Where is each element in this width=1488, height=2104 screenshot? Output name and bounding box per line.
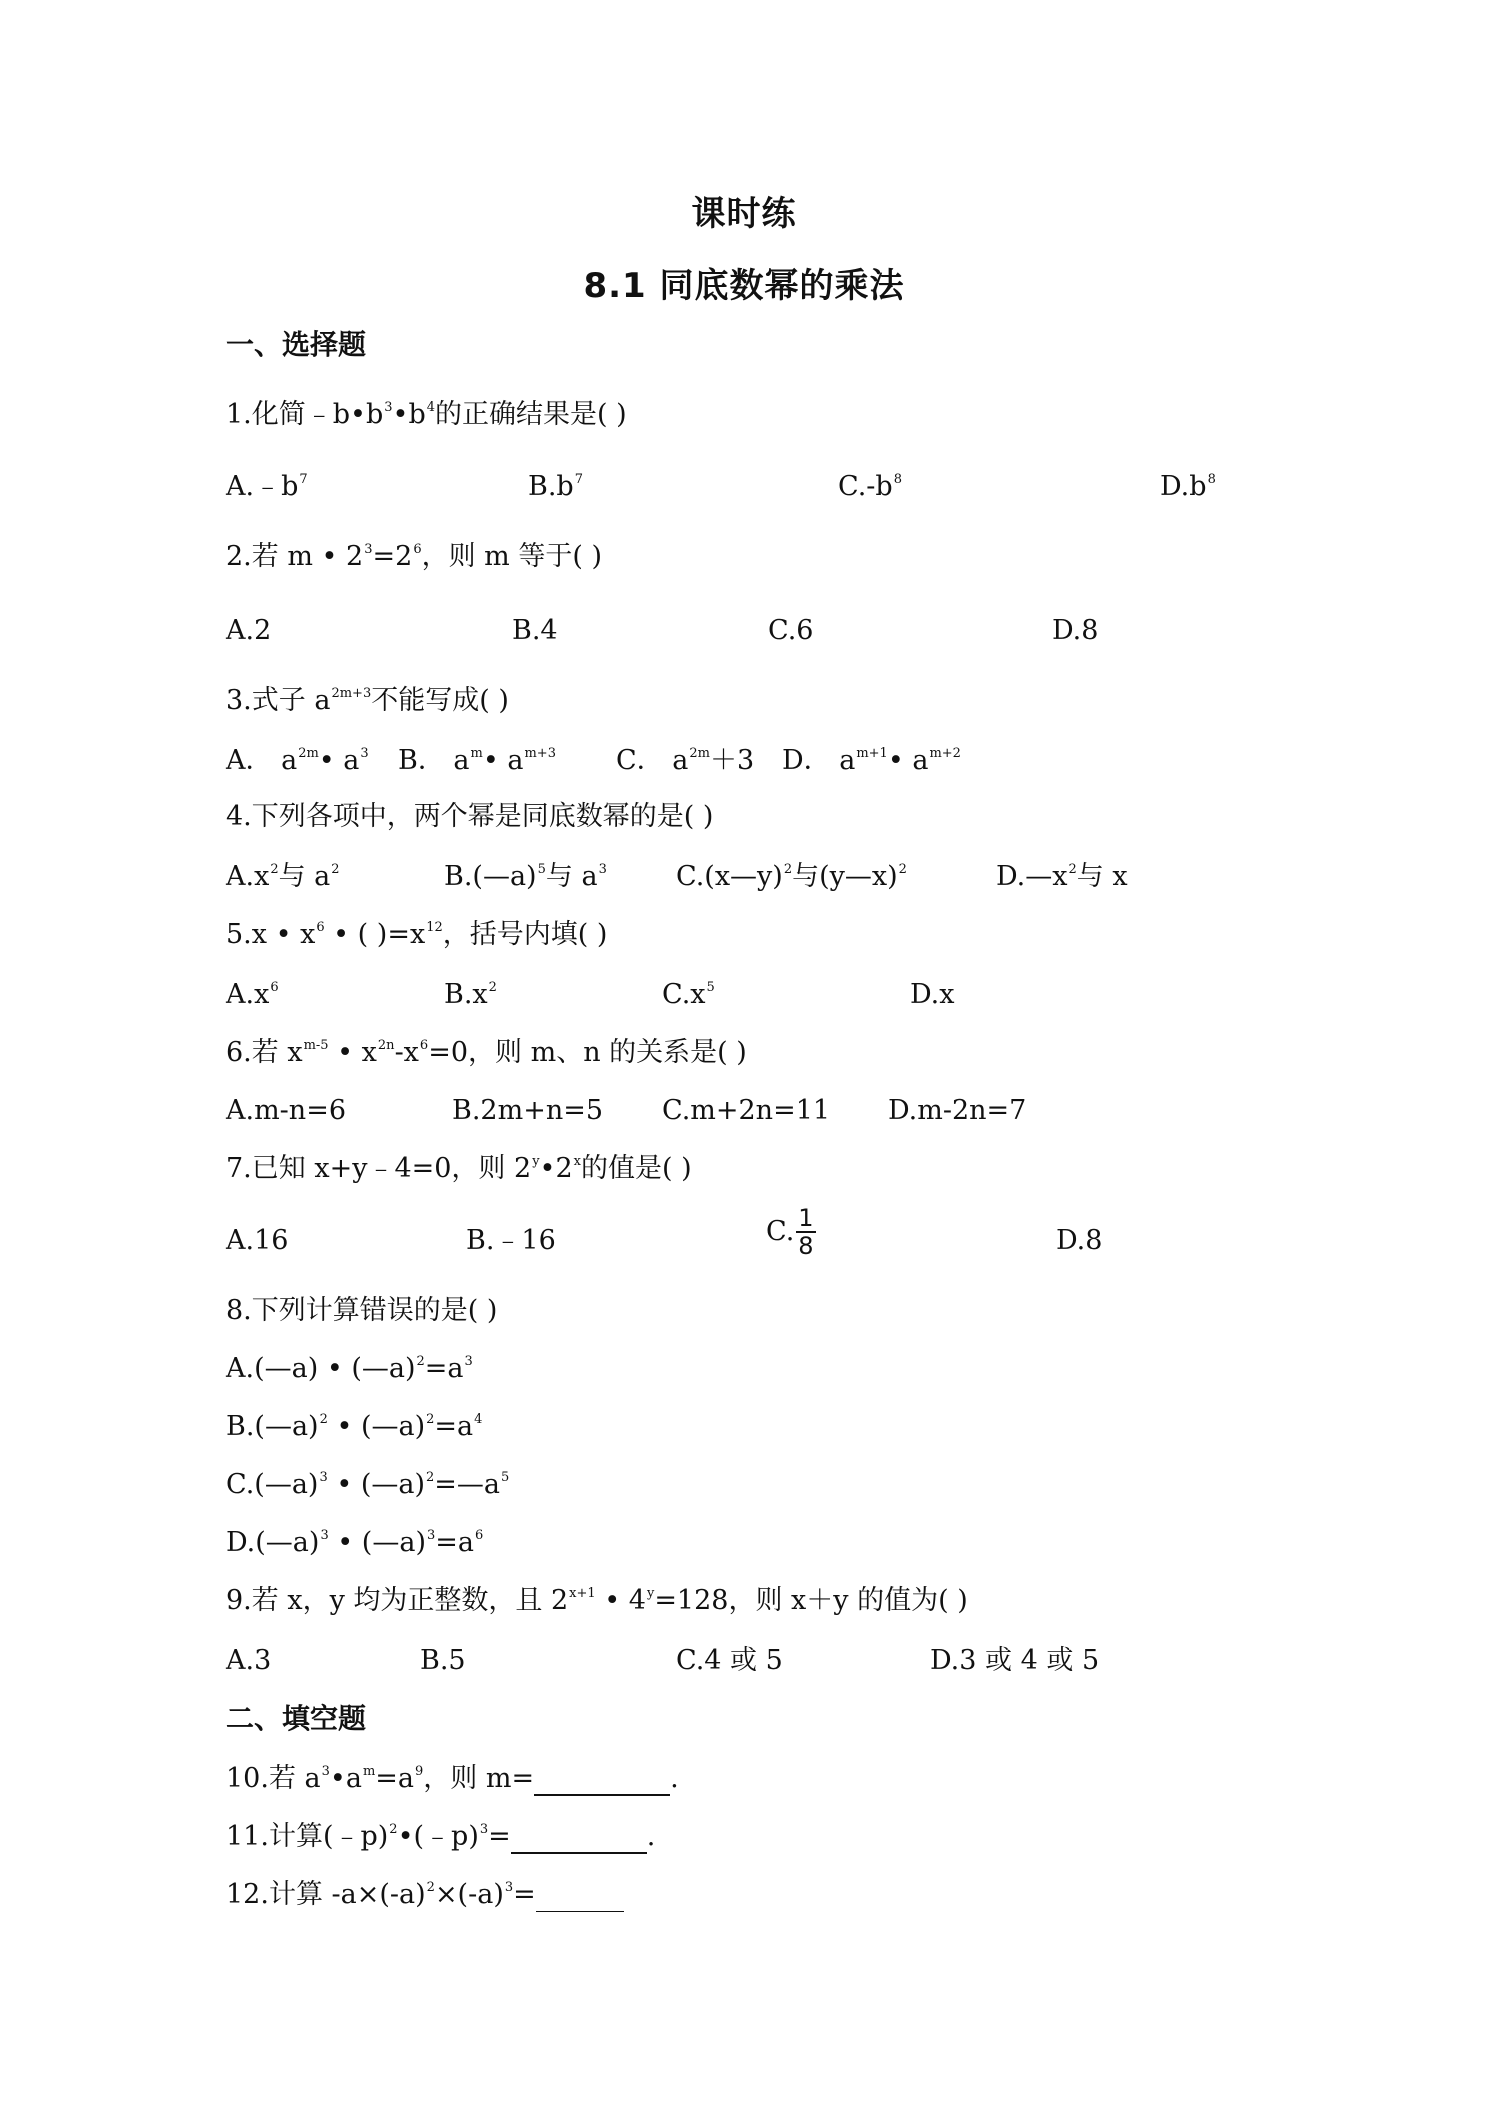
q5-option-c: $C.x^5$ <box>662 979 715 1010</box>
q3-option-d: D． $a^{m+1}•$ $a^{m+2}$ <box>782 745 961 776</box>
q7-option-c: C. $\frac{1}{8}$ <box>766 1204 814 1260</box>
q7-option-d: D.8 <box>1056 1225 1103 1256</box>
q9-option-c: C.4 或 5 <box>676 1645 783 1676</box>
q9-option-d: D.3 或 4 或 5 <box>930 1645 1100 1676</box>
q1-option-a: $A.﹣b^7$ <box>226 471 308 502</box>
q9-option-b: B.5 <box>420 1645 466 1676</box>
section-heading-fill: 二、填空题 <box>226 1702 367 1735</box>
q6-option-d: D.m-2n=7 <box>888 1095 1027 1126</box>
q4-option-d: $D.—x^2$与 x <box>996 861 1128 892</box>
question-3: 3.式子 $a^{2m+3}$不能写成( ) <box>226 685 509 716</box>
q9-option-a: A.3 <box>226 1645 272 1676</box>
q1-option-c: $C.-b^8$ <box>838 471 902 502</box>
q11-answer-blank[interactable] <box>511 1826 647 1854</box>
question-5: 5.x • $x^6$ • ( )$=x^{12}$，括号内填( ) <box>226 919 608 950</box>
q8-option-b: B.(—a)$^2$ • $(—a)^2=a^4$ <box>226 1411 483 1442</box>
q5-option-a: $A.x^6$ <box>226 979 279 1010</box>
q6-option-b: B.2m+n=5 <box>452 1095 604 1126</box>
q6-option-c: C.m+2n=11 <box>662 1095 831 1126</box>
q10-answer-blank[interactable] <box>534 1768 670 1796</box>
question-11: 11.计算(﹣p)$^2$•(﹣p)$^3$= . <box>226 1821 656 1852</box>
q8-option-a: A.(—a) • $(—a)^2=a^3$ <box>226 1353 473 1384</box>
page-subtitle: 8.1 同底数幂的乘法 <box>583 266 905 306</box>
question-6: 6.若 $x^{m-5}$ • $x^{2n}-x^6=0$，则 m、n 的关系是( ) <box>226 1037 747 1068</box>
q7-option-c-fraction: $\frac{1}{8}$ <box>798 1204 814 1260</box>
question-2: 2.若 m • $2^3=2^6$，则 m 等于( ) <box>226 541 603 572</box>
question-1: 1.化简$﹣b•b^3•b^4$的正确结果是( ) <box>226 399 627 430</box>
question-10: 10.若 $a^3•a^m=a^9$，则 m= . <box>226 1763 679 1794</box>
q4-option-c: C.(x—y)$^2$与(y—x)$^2$ <box>676 861 907 892</box>
q7-option-b: B.﹣16 <box>466 1225 556 1256</box>
q6-option-a: A.m-n=6 <box>226 1095 346 1126</box>
q2-option-d: D.8 <box>1052 615 1099 646</box>
q2-option-b: B.4 <box>512 615 558 646</box>
q12-answer-blank[interactable] <box>536 1885 624 1912</box>
q7-option-a: A.16 <box>226 1225 289 1256</box>
question-4: 4.下列各项中，两个幂是同底数幂的是( ) <box>226 801 714 832</box>
question-12: 12.计算 $-a\times(-a)^2\times(-a)^3=$ <box>226 1878 624 1912</box>
q1-option-d: $D.b^8$ <box>1160 471 1216 502</box>
section-heading-choice: 一、选择题 <box>226 328 367 361</box>
q5-option-b: $B.x^2$ <box>444 979 497 1010</box>
q8-option-d: D.(—a)$^3$ • $(—a)^3=a^6$ <box>226 1527 484 1558</box>
question-7: 7.已知 x+y﹣4=0，则 2$^y$•2$^x$的值是( ) <box>226 1153 692 1184</box>
q4-option-a: $A.x^2$与 $a^2$ <box>226 861 340 892</box>
q3-option-a: A． $a^{2m}•$ $a^3$ <box>226 745 369 776</box>
q2-option-a: A.2 <box>226 615 272 646</box>
q1-option-b: $B.b^7$ <box>528 471 583 502</box>
q3-option-c: C． $a^{2m}+3$ <box>616 745 755 776</box>
q3-option-b: B． $a^m•$ $a^{m+3}$ <box>398 745 556 776</box>
page-title: 课时练 <box>691 194 797 234</box>
q8-option-c: C.(—a)$^3$ • $(—a)^2=—a^5$ <box>226 1469 510 1500</box>
q4-option-b: B.(—a)$^5$与 $a^3$ <box>444 861 607 892</box>
q2-option-c: C.6 <box>768 615 814 646</box>
question-8: 8.下列计算错误的是( ) <box>226 1295 498 1326</box>
q5-option-d: D.x <box>910 979 955 1010</box>
question-9: 9.若 x，y 均为正整数，且 $2^{x+1}$ • $4^y=128$，则 x＋y 的值为( ) <box>226 1585 968 1616</box>
